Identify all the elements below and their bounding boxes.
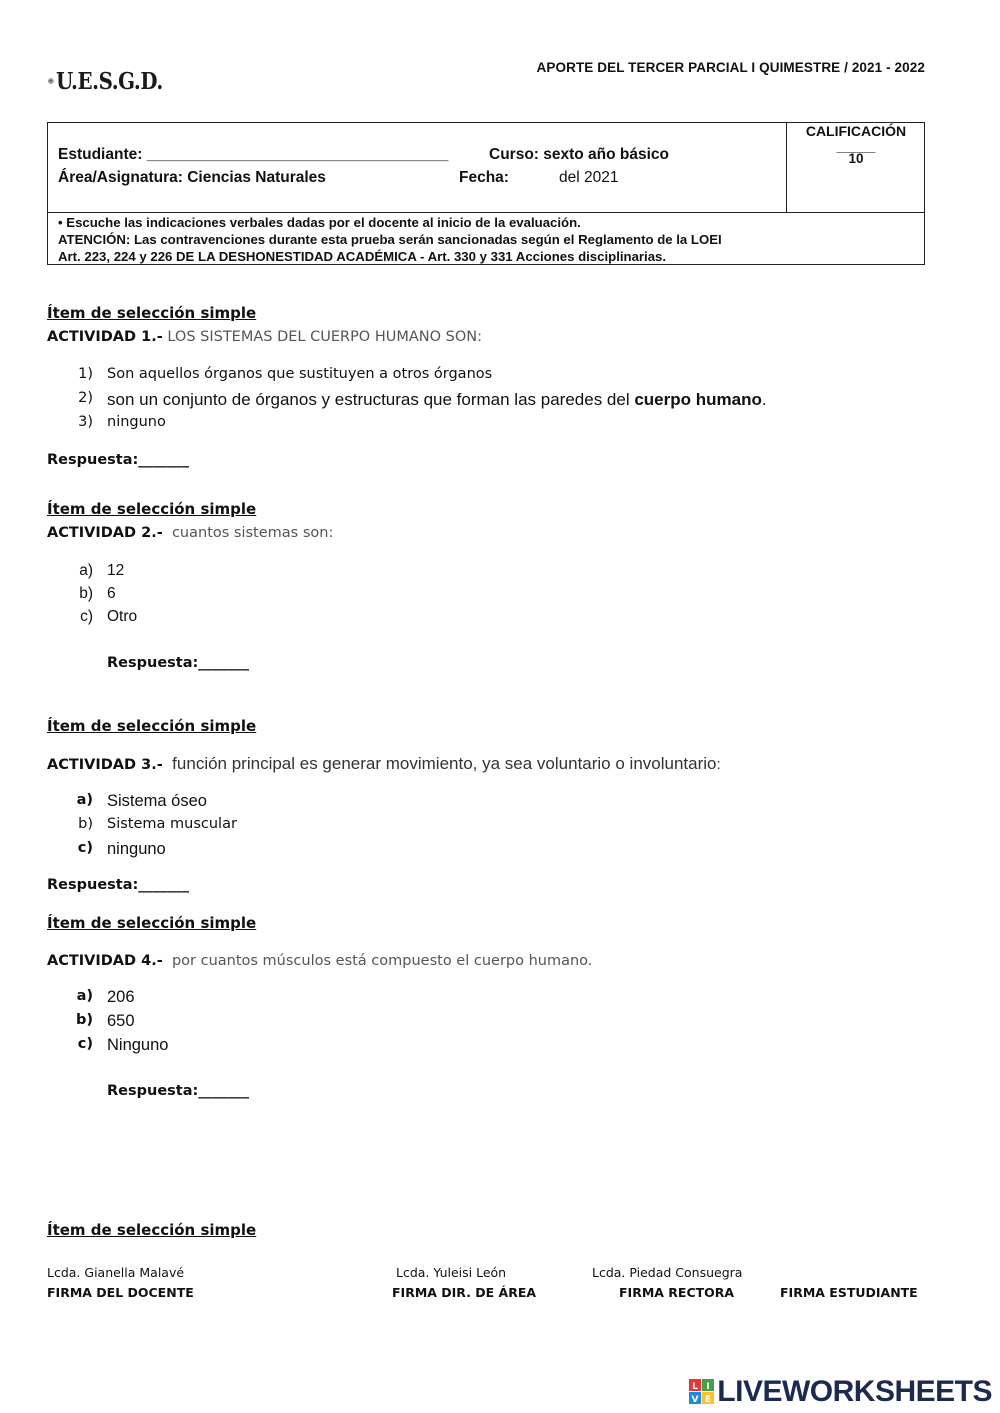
activity-1-question [47, 328, 482, 345]
header-divider-horizontal [48, 212, 924, 213]
grade-value: 10 [848, 151, 864, 166]
option-text: 6 [107, 585, 116, 602]
exam-title: APORTE DEL TERCER PARCIAL I QUIMESTRE / 2021 - 2022 [536, 60, 925, 75]
rector-name: Lcda. Piedad Consuegra [592, 1265, 743, 1280]
option-number: b) [78, 816, 93, 832]
item-title: Ítem de selección simple [47, 1221, 257, 1239]
activity-label: ACTIVIDAD 2.- [47, 525, 163, 541]
option-number: a) [79, 562, 93, 579]
option-text: Son aquellos órganos que sustituyen a otros órganos [107, 366, 493, 382]
activity-label: ACTIVIDAD 3.- [47, 757, 163, 773]
activity-2-question [47, 524, 333, 541]
option-item[interactable] [47, 562, 137, 585]
question-tail: : [716, 756, 721, 773]
question-text: cuantos sistemas son: [162, 525, 334, 541]
student-signature-label: FIRMA ESTUDIANTE [780, 1285, 918, 1300]
liveworksheets-text: LIVEWORKSHEETS [717, 1375, 992, 1408]
option-text: 650 [107, 1012, 135, 1030]
answer-field[interactable]: Respuesta:_______ [107, 1083, 250, 1099]
header-box [47, 122, 925, 265]
exam-notes [58, 214, 722, 265]
option-text: son un conjunto de órganos y estructuras que forman las paredes del [107, 390, 635, 409]
option-item[interactable] [47, 366, 767, 390]
item-title: Ítem de selección simple [47, 500, 257, 518]
note-line: Art. 223, 224 y 226 DE LA DESHONESTIDAD ACADÉMICA - Art. 330 y 331 Acciones disciplinarias. [58, 249, 667, 264]
option-item[interactable] [47, 414, 767, 438]
option-number: c) [80, 608, 93, 625]
answer-field[interactable]: Respuesta:_______ [47, 877, 190, 893]
option-text: ninguno [107, 840, 166, 858]
date-field[interactable]: del 2021 [559, 169, 619, 186]
option-text: Ninguno [107, 1036, 169, 1054]
option-text: Otro [107, 608, 138, 625]
school-logo [48, 58, 180, 104]
area-director-name: Lcda. Yuleisi León [396, 1265, 507, 1280]
question-text: función principal es generar movimiento, ya sea voluntario o involuntario [162, 754, 717, 773]
option-number: 1) [78, 366, 93, 382]
item-title: Ítem de selección simple [47, 914, 257, 932]
option-bold-text: cuerpo humano [634, 390, 762, 409]
activity-4-options [47, 988, 168, 1060]
note-line: • Escuche las indicaciones verbales dadas por el docente al inicio de la evaluación. [58, 215, 581, 230]
option-item[interactable] [47, 816, 237, 840]
activity-label: ACTIVIDAD 4.- [47, 953, 163, 969]
svg-text:V: V [691, 1395, 699, 1405]
school-seal-icon [48, 61, 54, 101]
activity-4-question [47, 952, 592, 969]
svg-text:I: I [706, 1382, 710, 1392]
question-text: LOS SISTEMAS DEL CUERPO HUMANO SON: [162, 329, 482, 345]
date-label: Fecha: [459, 169, 509, 186]
activity-label: ACTIVIDAD 1.- [47, 329, 163, 345]
option-item[interactable] [47, 988, 168, 1012]
option-number: a) [76, 792, 93, 808]
answer-field[interactable]: Respuesta:_______ [47, 452, 190, 468]
question-text: por cuantos músculos está compuesto el cuerpo humano. [162, 953, 593, 969]
option-text: ninguno [107, 414, 166, 430]
option-number: 3) [78, 414, 93, 430]
area-label: Área/Asignatura: Ciencias Naturales [58, 169, 326, 186]
rector-signature-label: FIRMA RECTORA [619, 1285, 735, 1300]
grade-label: CALIFICACIÓN [805, 123, 907, 139]
grade-box [788, 123, 924, 166]
activity-3-options [47, 792, 237, 864]
answer-field[interactable]: Respuesta:_______ [107, 655, 250, 671]
option-item[interactable] [47, 840, 237, 864]
liveworksheets-badge-icon [689, 1379, 715, 1405]
note-line: ATENCIÓN: Las contravenciones durante esta prueba serán sancionadas según el Reglamento de la LOEI [58, 232, 722, 247]
option-number: c) [77, 1036, 93, 1052]
course-label: Curso: sexto año básico [489, 146, 670, 163]
student-field[interactable]: Estudiante: ___________________________________ [58, 146, 449, 163]
activity-3-question [47, 754, 721, 774]
svg-text:E: E [705, 1395, 712, 1405]
option-number: b) [75, 1012, 93, 1028]
option-number: b) [79, 585, 93, 602]
activity-2-options [47, 562, 137, 631]
item-title: Ítem de selección simple [47, 304, 257, 322]
option-item[interactable] [47, 1012, 168, 1036]
grade-blank[interactable]: _____ [836, 138, 876, 154]
header-divider-vertical [786, 123, 787, 212]
option-tail: . [761, 390, 767, 409]
option-item[interactable] [47, 792, 237, 816]
option-text: 12 [107, 562, 125, 579]
option-text: 206 [107, 988, 135, 1006]
option-item[interactable] [47, 585, 137, 608]
activity-1-options [47, 366, 767, 438]
logo-text: U.E.S.G.D. [55, 67, 163, 95]
option-number: c) [77, 840, 93, 856]
option-number: 2) [78, 390, 93, 406]
svg-text:L: L [692, 1382, 699, 1392]
liveworksheets-watermark [689, 1375, 992, 1409]
teacher-name: Lcda. Gianella Malavé [47, 1265, 185, 1280]
teacher-signature-label: FIRMA DEL DOCENTE [47, 1285, 194, 1300]
option-number: a) [76, 988, 93, 1004]
item-title: Ítem de selección simple [47, 717, 257, 735]
option-text: Sistema muscular [107, 816, 237, 832]
option-text: Sistema óseo [107, 792, 207, 810]
option-item[interactable] [47, 390, 767, 414]
option-item[interactable] [47, 1036, 168, 1060]
option-item[interactable] [47, 608, 137, 631]
area-director-signature-label: FIRMA DIR. DE ÁREA [392, 1285, 537, 1300]
